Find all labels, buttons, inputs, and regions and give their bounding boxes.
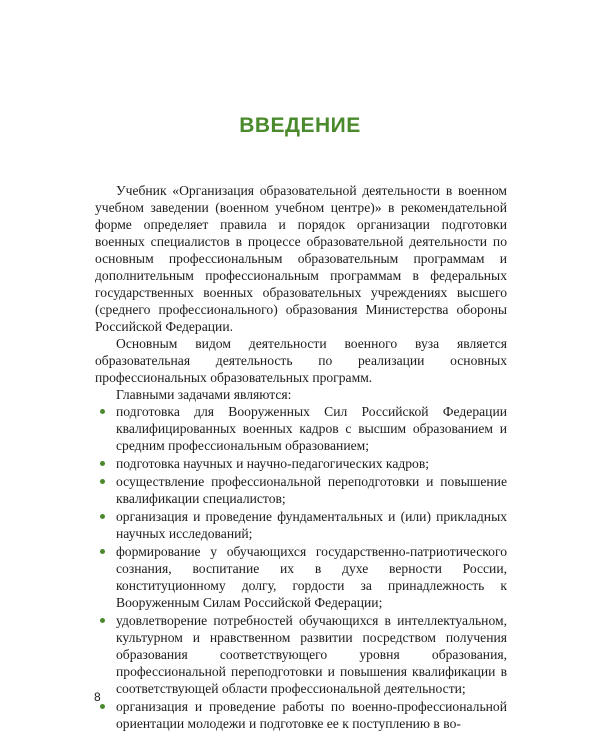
list-item <box>95 508 507 542</box>
main-activity-paragraph: Основным видом деятельности военного вуза является образовательная деятельность по реализации основных профессиональных образовательных программ. <box>95 336 507 385</box>
list-item <box>95 612 507 697</box>
bullet-icon <box>100 704 105 709</box>
list-item-text: организация и проведение фундаментальных и (или) прикладных научных исследований; <box>116 509 507 541</box>
page-number: 8 <box>94 690 101 704</box>
list-item-text: подготовка для Вооруженных Сил Российской Федерации квалифицированных военных кадров с высшим образованием и средним профессиональным образованием; <box>116 404 507 453</box>
list-item <box>95 543 507 611</box>
list-item <box>95 698 507 732</box>
task-list <box>95 403 507 732</box>
list-item-text: организация и проведение работы по военно-профессиональной ориентации молодежи и подготовке ее к поступлению в во- <box>116 699 507 731</box>
bullet-icon <box>100 618 105 623</box>
intro-paragraph: Учебник «Организация образовательной деятельности в военном учебном заведении (военном учебном центре)» в рекомендательной форме определяет правила и порядок организации подготовки военных специалистов в процессе образовательной деятельности по основным профессиональным образовательным программам и дополнительным профессиональным программам в федеральных государственных военных образовательных учреждениях высшего (среднего профессионального) образования Министерства обороны Российской Федерации. <box>95 183 507 334</box>
bullet-icon <box>100 409 105 414</box>
list-item <box>95 473 507 507</box>
list-item <box>95 403 507 454</box>
tasks-heading: Главными задачами являются: <box>116 387 292 402</box>
page-title: ВВЕДЕНИЕ <box>239 114 361 137</box>
list-item-text: формирование у обучающихся государственно-патриотического сознания, воспитание их в духе верности России, конституционному долгу, гордости за принадлежность к Вооруженным Силам Российской Федерации; <box>116 544 507 610</box>
list-item-text: удовлетворение потребностей обучающихся в интеллектуальном, культурном и нравственном развитии посредством получения образования соответствующего уровня образования, профессиональной переподготовки и повышения квалификации в соответствующей области профессиональной деятельности; <box>116 613 507 696</box>
bullet-icon <box>100 549 105 554</box>
list-item-text: подготовка научных и научно-педагогических кадров; <box>116 456 430 471</box>
body-text <box>95 182 507 733</box>
bullet-icon <box>100 479 105 484</box>
bullet-icon <box>100 461 105 466</box>
list-item-text: осуществление профессиональной переподготовки и повышение квалификации специалистов; <box>116 474 507 506</box>
bullet-icon <box>100 514 105 519</box>
list-item <box>95 455 507 472</box>
